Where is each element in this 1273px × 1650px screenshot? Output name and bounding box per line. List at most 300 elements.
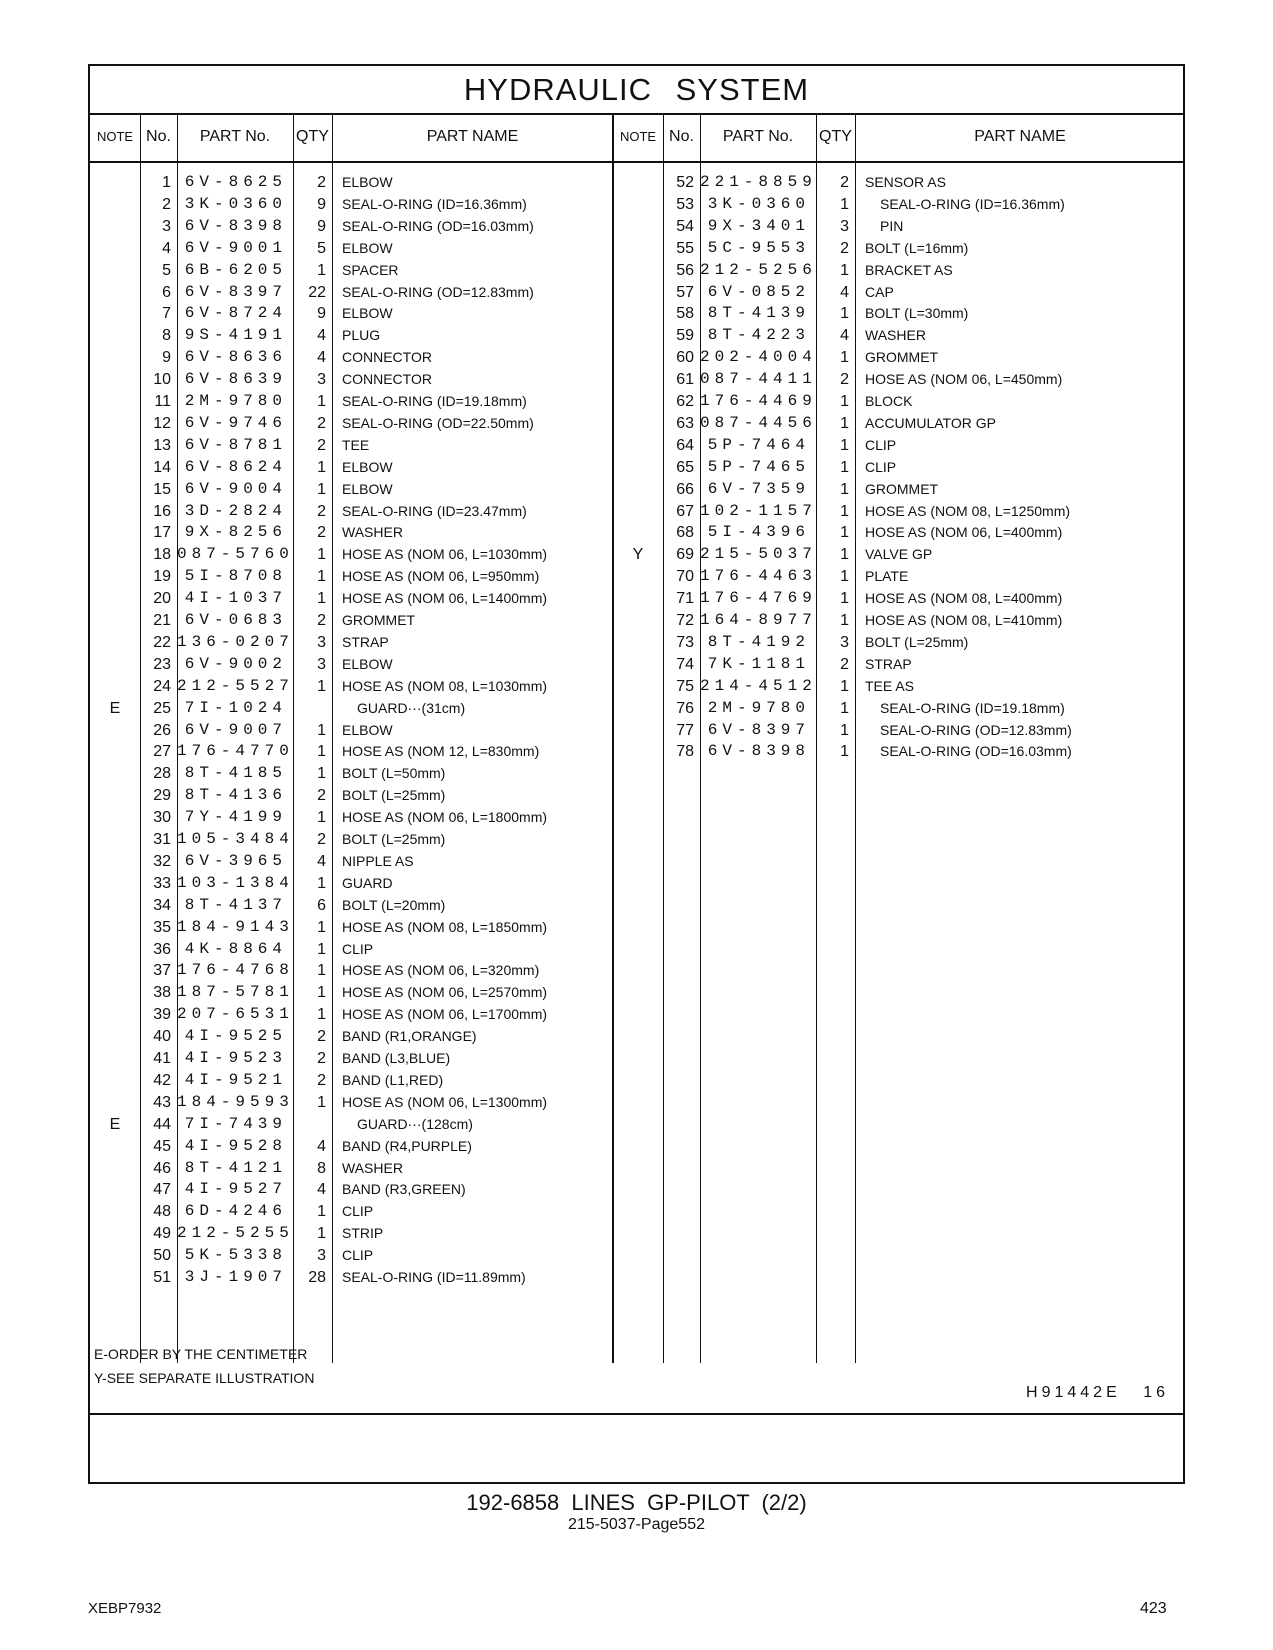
table-row (90, 412, 1183, 435)
quantity-cell: 5 (317, 239, 326, 257)
quantity-cell: 1 (317, 940, 326, 958)
header-partname-right: PART NAME (974, 128, 1066, 145)
item-number-cell: 48 (153, 1203, 171, 1221)
quantity-cell: 1 (840, 590, 849, 608)
note-cell (90, 1069, 140, 1092)
table-row (90, 1266, 1183, 1289)
item-number-cell: 45 (153, 1137, 171, 1155)
note-cell (613, 215, 663, 238)
part-number-cell: 6D-4246 (184, 1202, 287, 1221)
part-name-cell: WASHER (342, 1159, 403, 1176)
part-number-cell: 7I-7439 (184, 1114, 287, 1133)
note-cell (613, 500, 663, 523)
part-name-cell: BLOCK (865, 393, 913, 409)
part-number-cell: 6V-9002 (184, 654, 287, 673)
group-page-reference: 215-5037-Page552 (567, 1516, 705, 1533)
table-row (90, 390, 1183, 413)
item-number-cell: 41 (153, 1050, 171, 1067)
part-name-cell: HOSE AS (NOM 06, L=400mm) (865, 524, 1063, 541)
quantity-cell: 1 (317, 1093, 326, 1111)
part-name-cell: NIPPLE AS (342, 852, 414, 869)
item-number-cell: 19 (153, 568, 171, 586)
table-row (90, 259, 1183, 282)
part-name-cell: SEAL-O-RING (OD=16.03mm) (880, 743, 1072, 760)
table-row (90, 872, 1183, 895)
item-number-cell: 39 (153, 1006, 171, 1024)
part-number-cell: 212-5255 (177, 1224, 294, 1243)
quantity-cell: 2 (317, 524, 326, 542)
item-number-cell: 16 (153, 502, 171, 520)
part-number-cell: 6V-8397 (707, 720, 810, 739)
quantity-cell: 1 (317, 261, 326, 279)
part-number-cell: 7I-1024 (184, 698, 287, 717)
part-name-cell: HOSE AS (NOM 08, L=1250mm) (865, 502, 1071, 519)
part-number-cell: 176-4469 (700, 392, 817, 410)
quantity-cell: 2 (840, 239, 849, 257)
item-number-cell: 23 (153, 655, 171, 673)
header-note-right: NOTE (619, 129, 657, 144)
part-number-cell: 215-5037 (700, 545, 817, 564)
quantity-cell: 6 (317, 896, 326, 914)
part-name-cell: CLIP (865, 458, 897, 475)
table-row (90, 215, 1183, 238)
illustration-code: H91442E 16 (1026, 1384, 1169, 1401)
part-name-cell: PLUG (342, 327, 381, 344)
quantity-cell: 1 (317, 480, 326, 498)
note-cell (90, 916, 140, 939)
table-row (90, 587, 1183, 610)
part-number-cell: 105-3484 (177, 830, 294, 848)
item-number-cell: 34 (153, 896, 171, 914)
part-name-cell: HOSE AS (NOM 06, L=1700mm) (342, 1006, 548, 1023)
item-number-cell: 3 (162, 217, 171, 235)
item-number-cell: 20 (153, 590, 171, 608)
part-name-cell: SEAL-O-RING (ID=19.18mm) (880, 699, 1065, 716)
quantity-cell: 1 (840, 546, 849, 564)
part-name-cell: ELBOW (342, 174, 393, 190)
item-number-cell: 70 (676, 568, 694, 586)
part-number-cell: 8T-4136 (184, 786, 287, 805)
part-number-cell: 202-4004 (700, 348, 817, 367)
note-cell (613, 259, 663, 282)
quantity-cell: 3 (840, 633, 849, 651)
part-name-cell: ELBOW (342, 480, 393, 497)
table-row (90, 1113, 1183, 1136)
note-cell (613, 237, 663, 260)
table-row (90, 302, 1183, 325)
part-name-cell: BOLT (L=16mm) (865, 239, 969, 256)
item-number-cell: 32 (153, 852, 171, 870)
note-cell (90, 1003, 140, 1026)
quantity-cell: 2 (840, 371, 849, 389)
footer-divider (90, 1413, 1183, 1415)
part-name-cell: HOSE AS (NOM 06, L=1400mm) (342, 590, 548, 607)
item-number-cell: 75 (676, 677, 694, 695)
quantity-cell: 9 (317, 305, 326, 323)
item-number-cell: 5 (162, 261, 171, 279)
header-partno-right: PART No. (722, 128, 794, 145)
note-cell (613, 565, 663, 588)
quantity-cell: 28 (308, 1269, 326, 1286)
header-qty-left: QTY (296, 128, 329, 145)
item-number-cell: 10 (153, 371, 171, 389)
note-cell (90, 850, 140, 873)
table-row (90, 631, 1183, 654)
part-number-cell: 2M-9780 (707, 698, 810, 717)
table-row (90, 500, 1183, 523)
part-name-cell: GUARD (342, 874, 393, 891)
item-number-cell: 18 (153, 546, 171, 564)
quantity-cell: 1 (840, 721, 849, 739)
quantity-cell: 2 (317, 502, 326, 520)
item-number-cell: 6 (162, 283, 171, 301)
table-row (90, 806, 1183, 829)
part-number-cell: 3J-1907 (184, 1268, 287, 1286)
quantity-cell: 1 (840, 349, 849, 367)
note-cell (90, 1091, 140, 1114)
item-number-cell: 27 (153, 743, 171, 761)
part-name-cell: CLIP (342, 940, 374, 957)
note-cell (90, 981, 140, 1004)
quantity-cell: 1 (840, 436, 849, 454)
table-row (90, 565, 1183, 588)
part-number-cell: 087-5760 (177, 545, 294, 564)
table-row (90, 828, 1183, 851)
table-row (90, 1091, 1183, 1114)
item-number-cell: 12 (153, 414, 171, 432)
quantity-cell: 9 (317, 195, 326, 213)
item-number-cell: 28 (153, 765, 171, 783)
item-number-cell: 64 (676, 436, 694, 454)
part-number-cell: 9S-4191 (184, 326, 287, 345)
part-name-cell: STRAP (865, 655, 912, 672)
part-number-cell: 184-9593 (177, 1092, 294, 1111)
part-number-cell: 4I-9528 (184, 1136, 287, 1155)
part-name-cell: BAND (R4,PURPLE) (342, 1137, 472, 1154)
quantity-cell: 2 (317, 1028, 326, 1046)
part-name-cell: HOSE AS (NOM 06, L=450mm) (865, 371, 1063, 388)
header-partname-left: PART NAME (426, 128, 519, 145)
note-cell (90, 1222, 140, 1245)
part-name-cell: HOSE AS (NOM 08, L=410mm) (865, 612, 1063, 628)
table-row (90, 193, 1183, 216)
part-name-cell: CLIP (342, 1203, 374, 1220)
quantity-cell: 1 (317, 918, 326, 936)
footer-note-e: E-ORDER BY THE CENTIMETER (94, 1346, 308, 1362)
part-name-cell: BOLT (L=50mm) (342, 765, 446, 782)
item-number-cell: 15 (153, 480, 171, 498)
item-number-cell: 60 (676, 349, 694, 367)
part-name-cell: HOSE AS (NOM 06, L=1300mm) (342, 1093, 548, 1110)
part-name-cell: BOLT (L=25mm) (342, 831, 446, 847)
quantity-cell: 1 (317, 1006, 326, 1024)
part-number-cell: 6V-8636 (184, 348, 287, 367)
table-row (90, 434, 1183, 457)
part-number-cell: 6V-8397 (184, 282, 287, 301)
table-row (90, 894, 1183, 917)
item-number-cell: 33 (153, 874, 171, 892)
note-cell (90, 1178, 140, 1201)
table-row (90, 1135, 1183, 1158)
quantity-cell: 1 (317, 721, 326, 739)
item-number-cell: 73 (676, 633, 694, 651)
note-cell (90, 1157, 140, 1180)
part-number-cell: 7K-1181 (707, 654, 810, 673)
note-cell (613, 587, 663, 610)
part-number-cell: 4K-8864 (184, 939, 287, 958)
item-number-cell: 78 (676, 743, 694, 761)
item-number-cell: 24 (153, 677, 171, 695)
note-cell (613, 521, 663, 544)
part-number-cell: 8T-4223 (707, 326, 810, 345)
header-partno-left: PART No. (199, 128, 271, 145)
item-number-cell: 51 (153, 1269, 171, 1286)
table-row (90, 916, 1183, 939)
quantity-cell: 2 (317, 787, 326, 805)
note-cell (90, 1266, 140, 1289)
item-number-cell: 63 (676, 414, 694, 432)
part-number-cell: 6V-0852 (707, 282, 810, 301)
part-number-cell: 8T-4139 (707, 304, 810, 323)
part-number-cell: 8T-4185 (184, 764, 287, 783)
part-name-cell: SEAL-O-RING (OD=12.83mm) (880, 721, 1072, 738)
note-cell: Y (632, 546, 644, 564)
table-row (90, 981, 1183, 1004)
part-number-cell: 4I-1037 (184, 589, 287, 608)
part-number-cell: 9X-8256 (184, 523, 287, 542)
quantity-cell: 4 (317, 1181, 326, 1199)
part-name-cell: ELBOW (342, 239, 393, 256)
quantity-cell: 1 (317, 984, 326, 1002)
quantity-cell: 2 (840, 174, 849, 191)
item-number-cell: 40 (153, 1028, 171, 1046)
part-number-cell: 176-4770 (177, 742, 294, 761)
quantity-cell: 1 (317, 874, 326, 892)
footer-note-y: Y-SEE SEPARATE ILLUSTRATION (94, 1370, 315, 1386)
item-number-cell: 2 (162, 195, 171, 213)
item-number-cell: 52 (676, 174, 694, 191)
part-name-cell: SEAL-O-RING (ID=11.89mm) (342, 1269, 526, 1285)
part-name-cell: ELBOW (342, 458, 393, 475)
note-cell (90, 894, 140, 917)
item-number-cell: 36 (153, 940, 171, 958)
header-no-right: No. (669, 128, 694, 145)
quantity-cell: 2 (317, 1071, 326, 1089)
quantity-cell: 1 (317, 1203, 326, 1221)
quantity-cell: 4 (840, 283, 849, 301)
item-number-cell: 57 (676, 283, 694, 301)
part-number-cell: 087-4456 (700, 413, 817, 432)
quantity-cell: 1 (840, 699, 849, 717)
quantity-cell: 9 (317, 217, 326, 235)
table-row (90, 1157, 1183, 1180)
part-number-cell: 9X-3401 (707, 216, 810, 235)
item-number-cell: 65 (676, 458, 694, 476)
quantity-cell: 1 (317, 393, 326, 410)
quantity-cell: 3 (840, 217, 849, 235)
part-number-cell: 6V-9004 (184, 479, 287, 498)
item-number-cell: 71 (676, 590, 694, 608)
table-row (90, 609, 1183, 632)
section-title: HYDRAULIC SYSTEM (90, 66, 1183, 115)
table-row (90, 456, 1183, 479)
quantity-cell: 1 (317, 568, 326, 586)
table-row (90, 237, 1183, 260)
quantity-cell: 2 (317, 1050, 326, 1067)
note-cell (613, 390, 663, 413)
quantity-cell: 2 (317, 831, 326, 848)
quantity-cell: 1 (317, 809, 326, 827)
group-caption: 192-6858 LINES GP-PILOT (2/2) (466, 1490, 807, 1515)
part-number-cell: 3K-0360 (707, 194, 810, 213)
item-number-cell: 13 (153, 436, 171, 454)
part-name-cell: HOSE AS (NOM 06, L=950mm) (342, 568, 540, 585)
table-row (90, 653, 1183, 676)
item-number-cell: 1 (162, 174, 171, 191)
part-number-cell: 4I-9525 (184, 1027, 287, 1046)
quantity-cell: 1 (840, 612, 849, 629)
part-number-cell: 102-1157 (700, 501, 817, 520)
table-row (90, 543, 1183, 566)
part-name-cell: VALVE GP (865, 546, 933, 563)
item-number-cell: 14 (153, 458, 171, 476)
quantity-cell: 2 (317, 612, 326, 629)
table-row (90, 959, 1183, 982)
note-cell (90, 1047, 140, 1070)
part-number-cell: 221-8859 (700, 173, 817, 191)
quantity-cell: 1 (840, 393, 849, 410)
quantity-cell: 1 (840, 261, 849, 279)
note-cell: E (109, 1115, 121, 1133)
note-cell (613, 675, 663, 698)
quantity-cell: 2 (317, 174, 326, 191)
part-number-cell: 136-0207 (177, 632, 294, 651)
part-name-cell: SEAL-O-RING (ID=19.18mm) (342, 393, 527, 409)
table-row (90, 719, 1183, 742)
item-number-cell: 58 (676, 305, 694, 323)
note-cell (613, 434, 663, 457)
note-cell (90, 1135, 140, 1158)
part-number-cell: 214-4512 (700, 676, 817, 695)
part-number-cell: 6V-8639 (184, 370, 287, 389)
quantity-cell: 3 (317, 633, 326, 651)
item-number-cell: 67 (676, 502, 694, 520)
quantity-cell: 1 (840, 677, 849, 695)
item-number-cell: 62 (676, 393, 694, 410)
item-number-cell: 25 (153, 699, 171, 717)
table-row (90, 762, 1183, 785)
quantity-cell: 22 (308, 283, 326, 301)
part-name-cell: STRIP (342, 1225, 384, 1242)
note-cell (90, 1200, 140, 1223)
header-no-left: No. (146, 128, 171, 145)
item-number-cell: 4 (162, 239, 171, 257)
part-name-cell: SEAL-O-RING (OD=22.50mm) (342, 414, 534, 431)
quantity-cell: 1 (840, 743, 849, 761)
part-number-cell: 6V-8398 (707, 742, 810, 761)
part-number-cell: 6V-8625 (184, 173, 287, 191)
note-cell (613, 368, 663, 391)
item-number-cell: 54 (676, 217, 694, 235)
part-number-cell: 6V-3965 (184, 851, 287, 870)
item-number-cell: 17 (153, 524, 171, 542)
part-number-cell: 5C-9553 (707, 238, 810, 257)
quantity-cell: 1 (840, 305, 849, 323)
table-row (90, 1244, 1183, 1267)
part-number-cell: 6B-6205 (184, 260, 287, 279)
part-name-cell: CLIP (342, 1247, 374, 1264)
quantity-cell: 1 (840, 414, 849, 432)
part-number-cell: 6V-7359 (707, 479, 810, 498)
part-name-cell: HOSE AS (NOM 08, L=1030mm) (342, 677, 548, 694)
note-cell (90, 1244, 140, 1267)
item-number-cell: 29 (153, 787, 171, 805)
item-number-cell: 44 (153, 1115, 171, 1133)
part-name-cell: SEAL-O-RING (ID=23.47mm) (342, 502, 527, 519)
part-number-cell: 3D-2824 (184, 501, 287, 520)
item-number-cell: 49 (153, 1225, 171, 1243)
part-name-cell: GUARD···(128cm) (357, 1115, 473, 1132)
quantity-cell: 4 (317, 852, 326, 870)
part-number-cell: 2M-9780 (184, 392, 287, 410)
document-id: XEBP7932 (88, 1600, 162, 1617)
table-row (90, 1178, 1183, 1201)
table-row (90, 850, 1183, 873)
item-number-cell: 61 (676, 371, 694, 389)
table-row (90, 697, 1183, 720)
note-cell (613, 631, 663, 654)
note-cell (613, 412, 663, 435)
part-number-cell: 7Y-4199 (184, 808, 287, 827)
part-number-cell: 212-5256 (700, 260, 817, 279)
quantity-cell: 1 (317, 1225, 326, 1243)
note-cell: E (109, 699, 121, 717)
part-name-cell: PIN (880, 217, 904, 234)
quantity-cell: 1 (840, 480, 849, 498)
part-name-cell: BOLT (L=25mm) (865, 633, 969, 650)
part-name-cell: BOLT (L=25mm) (342, 787, 446, 804)
item-number-cell: 30 (153, 809, 171, 827)
part-name-cell: TEE AS (865, 677, 915, 694)
page-number: 423 (1140, 1600, 1167, 1617)
part-name-cell: ELBOW (342, 721, 393, 738)
part-number-cell: 207-6531 (177, 1005, 294, 1024)
part-name-cell: HOSE AS (NOM 08, L=400mm) (865, 590, 1063, 607)
part-number-cell: 103-1384 (177, 873, 294, 892)
part-number-cell: 6V-9007 (184, 720, 287, 739)
part-name-cell: SEAL-O-RING (ID=16.36mm) (880, 195, 1065, 212)
item-number-cell: 46 (153, 1159, 171, 1177)
quantity-cell: 8 (317, 1159, 326, 1177)
note-cell (613, 653, 663, 676)
part-name-cell: BRACKET AS (865, 261, 953, 278)
part-name-cell: BAND (R1,ORANGE) (342, 1028, 477, 1045)
part-number-cell: 6V-8724 (184, 304, 287, 323)
part-number-cell: 164-8977 (700, 611, 817, 629)
part-number-cell: 8T-4192 (707, 632, 810, 651)
part-name-cell: TEE (342, 436, 370, 453)
note-cell (613, 324, 663, 347)
table-row (90, 346, 1183, 369)
quantity-cell: 1 (317, 677, 326, 695)
table-row (90, 1047, 1183, 1070)
part-number-cell: 6V-9746 (184, 413, 287, 432)
quantity-cell: 4 (317, 1137, 326, 1155)
item-number-cell: 76 (676, 699, 694, 717)
note-cell (90, 784, 140, 807)
table-row (90, 1200, 1183, 1223)
quantity-cell: 1 (840, 458, 849, 476)
